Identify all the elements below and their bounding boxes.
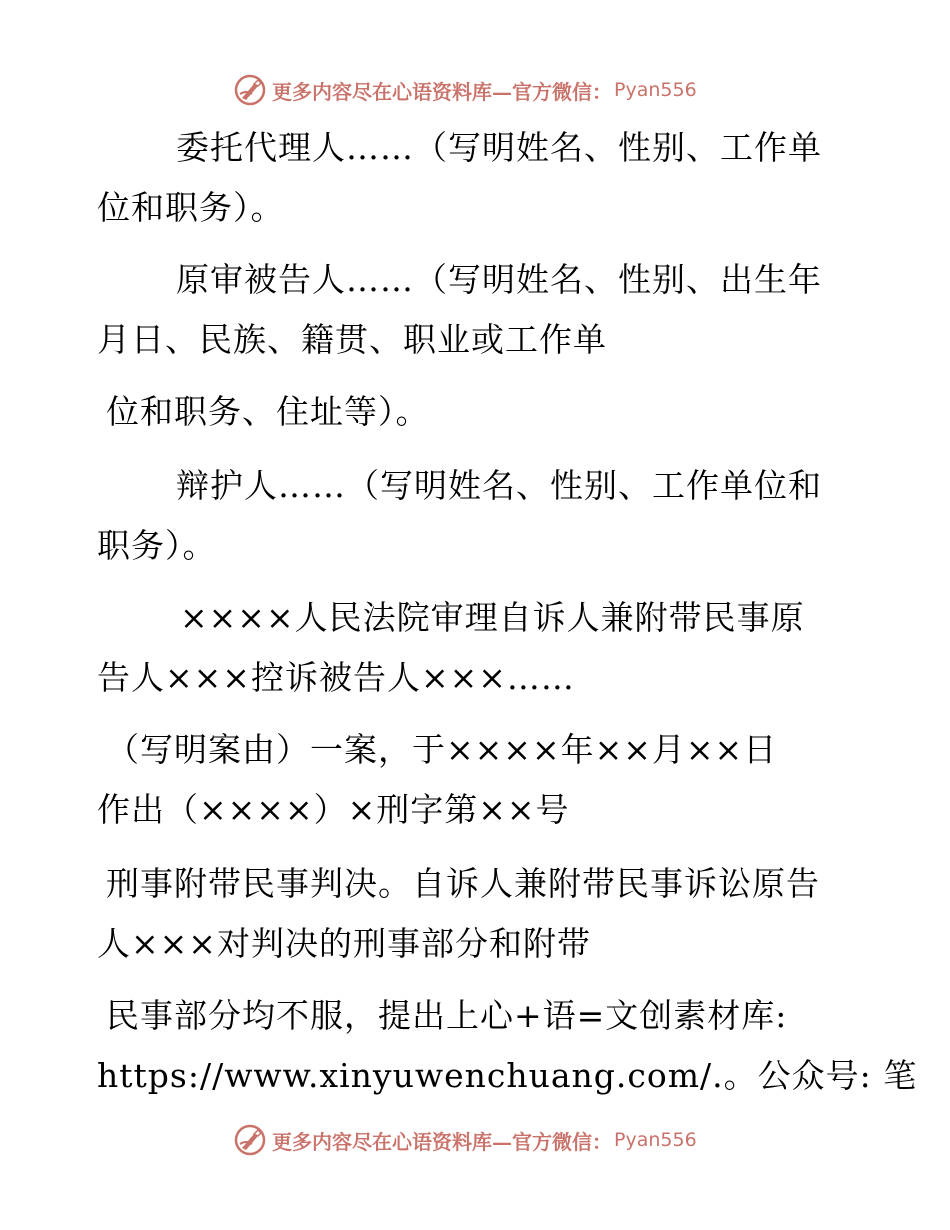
pen-logo-icon xyxy=(234,1124,266,1156)
text-line: 位和职务、住址等）。 xyxy=(106,392,430,431)
text-line: ××××人民法院审理自诉人兼附带民事原 xyxy=(180,598,805,637)
watermark-text: 更多内容尽在心语资料库—官方微信： xyxy=(272,79,612,104)
text-line: 辩护人……（写明姓名、性别、工作单位和 xyxy=(176,466,822,505)
watermark-header xyxy=(234,72,697,108)
text-line: 委托代理人……（写明姓名、性别、工作单 xyxy=(176,128,822,167)
watermark-wechat-id: Pyan556 xyxy=(614,1129,697,1151)
text-line: 职务）。 xyxy=(97,526,217,565)
text-line: 原审被告人……（写明姓名、性别、出生年 xyxy=(176,260,822,299)
text-line: 作出（××××）×刑字第××号 xyxy=(97,790,570,829)
text-line: 告人×××控诉被告人×××…… xyxy=(97,658,575,697)
pen-logo-icon xyxy=(234,74,266,106)
text-line: 位和职务）。 xyxy=(97,188,285,227)
watermark-text: 更多内容尽在心语资料库—官方微信： xyxy=(272,1129,612,1154)
text-line: https://www.xinyuwenchuang.com/.。公众号: 笔 xyxy=(97,1056,918,1095)
text-line: 民事部分均不服，提出上心+语=文创素材库: xyxy=(106,996,788,1035)
text-line: 月日、民族、籍贯、职业或工作单 xyxy=(97,320,607,359)
text-line: （写明案由）一案，于××××年××月××日 xyxy=(106,730,778,769)
watermark-wechat-id: Pyan556 xyxy=(614,79,697,101)
text-line: 刑事附带民事判决。自诉人兼附带民事诉讼原告 xyxy=(106,864,820,903)
watermark-footer xyxy=(234,1122,697,1158)
text-line: 人×××对判决的刑事部分和附带 xyxy=(97,924,591,963)
